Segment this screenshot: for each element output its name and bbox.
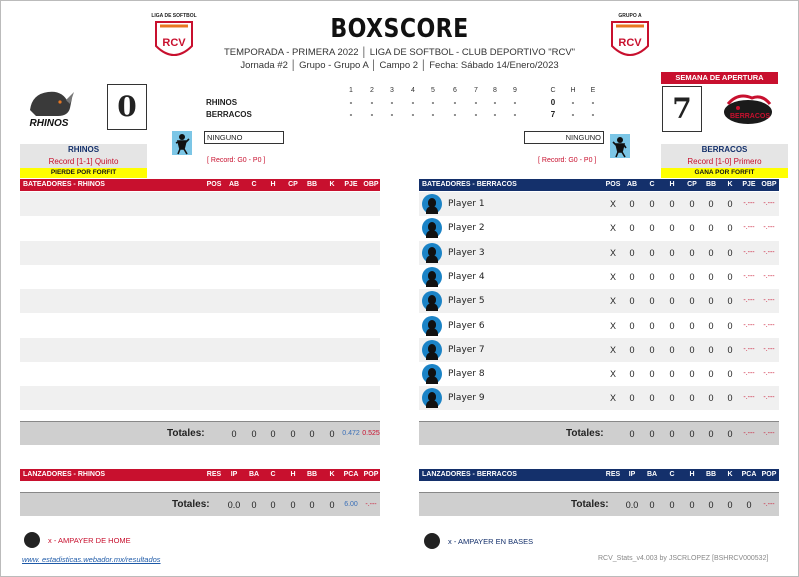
inning-runs: - <box>453 98 457 107</box>
season-line: TEMPORADA - PRIMERA 2022 │ LIGA DE SOFTBOL - CLUB DEPORTIVO "RCV" <box>223 47 576 58</box>
player-name: Player 3 <box>448 247 485 258</box>
column-header-pos: POS <box>206 181 222 188</box>
batter-row <box>419 314 779 338</box>
batter-row <box>419 265 779 289</box>
batter-stat: -.--- <box>763 224 775 232</box>
player-avatar-icon <box>422 388 442 408</box>
batter-stat: 0 <box>727 344 733 355</box>
batting-table-title: BATEADORES - BERRACOS <box>422 181 517 188</box>
column-header-c: C <box>251 181 257 188</box>
batter-stat: 0 <box>669 223 675 234</box>
batter-stat: X <box>609 393 616 404</box>
batter-row <box>419 216 779 240</box>
column-header-h: H <box>689 471 695 478</box>
total-stat: 0 <box>290 500 296 510</box>
inning-runs: - <box>493 98 497 107</box>
batter-stat: 0 <box>727 271 733 282</box>
player-name: Player 4 <box>448 271 485 282</box>
away-team-record: Record [1-1] Quinto <box>20 156 147 168</box>
batter-row <box>419 386 779 410</box>
batter-stat: -.--- <box>743 297 755 305</box>
total-stat: 0 <box>329 500 335 510</box>
batter-stat: 0 <box>649 296 655 307</box>
batter-stat: -.--- <box>743 370 755 378</box>
column-header-c: C <box>669 471 675 478</box>
line-team-name: RHINOS <box>206 98 238 107</box>
column-header-k: K <box>727 181 733 188</box>
batter-row <box>419 338 779 362</box>
batter-stat: X <box>609 271 616 282</box>
inning-runs: - <box>390 110 394 119</box>
inning-runs: - <box>431 98 435 107</box>
batter-row <box>419 241 779 265</box>
batter-stat: -.--- <box>763 200 775 207</box>
empty-batter-row <box>20 265 380 289</box>
batter-stat: 0 <box>689 393 695 404</box>
svg-text:RHINOS: RHINOS <box>29 118 69 128</box>
inning-runs: - <box>411 98 415 107</box>
batter-stat: 0 <box>708 320 714 331</box>
batter-stat: 0 <box>629 247 635 258</box>
batter-stat: 0 <box>689 271 695 282</box>
line-total-header: H <box>570 87 576 94</box>
line-total-c: 7 <box>550 110 556 119</box>
batter-stat: 0 <box>629 271 635 282</box>
line-total-header: C <box>550 87 556 94</box>
line-total-h: - <box>571 110 575 119</box>
inning-runs: - <box>474 110 478 119</box>
pitching-table-title: LANZADORES - RHINOS <box>23 471 106 478</box>
column-header-ab: AB <box>626 181 638 188</box>
player-avatar-icon <box>422 267 442 287</box>
total-stat: 0 <box>251 500 257 510</box>
inning-runs: - <box>370 98 374 107</box>
inning-header: 8 <box>493 87 497 94</box>
total-stat: 0 <box>270 429 276 439</box>
home-team-name: BERRACOS <box>661 144 788 156</box>
batting-table-title: BATEADORES - RHINOS <box>23 181 105 188</box>
batter-stat: 0 <box>649 344 655 355</box>
away-team-name: RHINOS <box>20 144 147 156</box>
total-stat: 6.00 <box>344 501 358 508</box>
batter-stat: 0 <box>689 296 695 307</box>
batter-stat: X <box>609 344 616 355</box>
player-avatar-icon <box>422 243 442 263</box>
batter-stat: 0 <box>629 296 635 307</box>
inning-runs: - <box>349 98 353 107</box>
player-name: Player 9 <box>448 393 485 404</box>
column-header-ip: IP <box>628 471 636 478</box>
away-pitcher-record: [ Record: G0 - P0 ] <box>207 157 266 164</box>
batter-stat: 0 <box>669 369 675 380</box>
batter-stat: 0 <box>708 199 714 209</box>
column-header-c: C <box>649 181 655 188</box>
inning-header: 4 <box>411 87 415 94</box>
batter-stat: 0 <box>727 247 733 258</box>
batter-stat: 0 <box>669 271 675 282</box>
empty-batter-row <box>20 338 380 362</box>
pitching-table-title: LANZADORES - BERRACOS <box>422 471 517 478</box>
total-stat: 0.0 <box>227 500 241 510</box>
line-total-h: - <box>571 98 575 107</box>
column-header-ab: AB <box>228 181 240 188</box>
rhinos-logo <box>22 86 76 128</box>
player-avatar-icon <box>422 364 442 384</box>
column-header-k: K <box>727 471 733 478</box>
batter-stat: -.--- <box>743 345 755 353</box>
svg-text:RCV: RCV <box>162 37 186 49</box>
batter-stat: 0 <box>727 223 733 234</box>
inning-runs: - <box>431 110 435 119</box>
player-avatar-icon <box>422 218 442 238</box>
batter-stat: -.--- <box>763 272 775 280</box>
batter-stat: X <box>609 199 616 209</box>
batter-stat: 0 <box>727 393 733 404</box>
away-batting-totals <box>20 421 380 445</box>
away-pitcher-icon <box>172 131 192 155</box>
column-header-h: H <box>270 181 276 188</box>
column-header-c: C <box>270 471 276 478</box>
batter-stat: 0 <box>629 320 635 331</box>
total-stat: 0 <box>708 429 714 439</box>
left-logo-caption: LIGA DE SOFTBOL <box>151 13 197 19</box>
batter-stat: -.--- <box>763 248 775 256</box>
details-line: Jornada #2 │ Grupo - Grupo A │ Campo 2 │ Fecha: Sábado 14/Enero/2023 <box>240 60 559 71</box>
home-umpire-icon <box>24 532 40 548</box>
total-stat: 0 <box>727 429 733 439</box>
batter-row <box>419 362 779 386</box>
batter-stat: X <box>609 247 616 258</box>
total-stat: -.--- <box>763 430 775 437</box>
total-stat: 0 <box>689 429 695 439</box>
total-stat: 0 <box>669 429 675 439</box>
inning-runs: - <box>474 98 478 107</box>
home-batting-totals <box>419 421 779 445</box>
total-stat: 0 <box>649 429 655 439</box>
column-header-bb: BB <box>306 181 318 188</box>
batter-stat: 0 <box>708 393 714 404</box>
empty-batter-row <box>20 314 380 338</box>
total-stat: -.--- <box>365 501 377 508</box>
batter-stat: X <box>609 296 616 307</box>
totals-label: Totales: <box>571 499 609 510</box>
inning-header: 7 <box>474 87 478 94</box>
home-batting-header <box>419 179 779 191</box>
player-avatar-icon <box>422 291 442 311</box>
total-stat: 0.0 <box>625 500 639 510</box>
player-avatar-icon <box>422 340 442 360</box>
batter-stat: -.--- <box>763 370 775 378</box>
line-total-c: 0 <box>550 98 556 107</box>
away-team-card <box>20 144 147 178</box>
away-score: 0 <box>107 84 147 130</box>
batter-stat: -.--- <box>743 200 755 207</box>
away-pitcher-name: NINGUNO <box>204 131 284 144</box>
column-header-cp: CP <box>288 181 298 188</box>
batter-stat: 0 <box>669 344 675 355</box>
batter-stat: 0 <box>629 369 635 380</box>
batter-stat: X <box>609 223 616 234</box>
batter-stat: 0 <box>649 247 655 258</box>
total-stat: 0 <box>708 500 714 510</box>
home-team-record: Record [1-0] Primero <box>661 156 788 168</box>
batter-stat: 0 <box>727 320 733 331</box>
column-header-ip: IP <box>230 471 238 478</box>
column-header-pca: PCA <box>343 471 359 478</box>
column-header-h: H <box>290 471 296 478</box>
line-total-e: - <box>591 98 595 107</box>
away-pitching-totals <box>20 492 380 516</box>
total-stat: 0 <box>329 429 335 439</box>
batter-stat: 0 <box>727 369 733 380</box>
inning-runs: - <box>411 110 415 119</box>
batter-stat: -.--- <box>763 297 775 305</box>
column-header-pos: POS <box>605 181 621 188</box>
batter-stat: 0 <box>649 393 655 404</box>
batter-stat: 0 <box>708 369 714 380</box>
player-name: Player 1 <box>448 199 485 209</box>
inning-header: 1 <box>349 87 353 94</box>
total-stat: 0 <box>290 429 296 439</box>
line-total-e: - <box>591 110 595 119</box>
column-header-res: RES <box>206 471 222 478</box>
inning-runs: - <box>513 110 517 119</box>
empty-batter-row <box>20 362 380 386</box>
total-stat: 0 <box>669 500 675 510</box>
column-header-ba: BA <box>646 471 658 478</box>
inning-header: 3 <box>390 87 394 94</box>
player-name: Player 6 <box>448 320 485 331</box>
totals-label: Totales: <box>172 499 210 510</box>
total-stat: 0 <box>309 429 315 439</box>
batter-stat: -.--- <box>763 321 775 329</box>
away-batting-header <box>20 179 380 191</box>
column-header-obp: OBP <box>363 181 379 188</box>
batter-stat: 0 <box>629 223 635 234</box>
batter-stat: 0 <box>669 247 675 258</box>
player-avatar-icon <box>422 194 442 214</box>
column-header-obp: OBP <box>761 181 777 188</box>
batter-stat: 0 <box>669 320 675 331</box>
batter-stat: 0 <box>649 271 655 282</box>
total-stat: -.--- <box>743 430 755 437</box>
batter-stat: 0 <box>649 320 655 331</box>
batter-stat: X <box>609 320 616 331</box>
column-header-pje: PJE <box>742 181 756 188</box>
batter-stat: 0 <box>629 344 635 355</box>
column-header-res: RES <box>605 471 621 478</box>
total-stat: 0 <box>727 500 733 510</box>
batter-row <box>419 289 779 313</box>
batter-stat: 0 <box>649 223 655 234</box>
batter-stat: 0 <box>669 296 675 307</box>
column-header-cp: CP <box>687 181 697 188</box>
batter-stat: 0 <box>727 199 733 209</box>
column-header-pop: POP <box>761 471 777 478</box>
total-stat: -.--- <box>763 501 775 508</box>
total-stat: 0 <box>746 500 752 510</box>
total-stat: 0 <box>231 429 237 439</box>
home-result-badge: GANA POR FORFIT <box>661 168 788 178</box>
svg-text:RCV: RCV <box>618 37 642 49</box>
inning-runs: - <box>513 98 517 107</box>
batter-stat: -.--- <box>743 224 755 232</box>
player-name: Player 8 <box>448 369 485 380</box>
empty-batter-row <box>20 216 380 240</box>
batter-row <box>419 192 779 216</box>
inning-runs: - <box>493 110 497 119</box>
batter-stat: -.--- <box>763 394 775 402</box>
inning-header: 2 <box>370 87 374 94</box>
totals-label: Totales: <box>167 428 205 439</box>
total-stat: 0 <box>251 429 257 439</box>
empty-batter-row <box>20 241 380 265</box>
batter-stat: 0 <box>689 320 695 331</box>
version-label: RCV_Stats_v4.003 by JSCRLOPEZ [BSHRCV000532] <box>598 555 769 562</box>
svg-text:BERRACOS: BERRACOS <box>729 113 771 120</box>
home-pitching-header <box>419 469 779 481</box>
batter-stat: 0 <box>649 369 655 380</box>
home-pitcher-icon <box>610 134 630 158</box>
batter-stat: 0 <box>689 344 695 355</box>
batter-stat: X <box>609 369 616 380</box>
batter-stat: -.--- <box>743 272 755 280</box>
page-title: BOXSCORE <box>330 14 469 44</box>
base-umpire-icon <box>424 533 440 549</box>
player-name: Player 5 <box>448 296 485 307</box>
column-header-h: H <box>669 181 675 188</box>
player-name: Player 2 <box>448 223 485 234</box>
inning-header: 6 <box>453 87 457 94</box>
batter-stat: 0 <box>629 393 635 404</box>
home-score: 7 <box>662 86 702 132</box>
batter-stat: 0 <box>708 344 714 355</box>
player-avatar-icon <box>422 316 442 336</box>
line-team-name: BERRACOS <box>206 110 252 119</box>
base-umpire-label: x - AMPAYER EN BASES <box>448 537 534 546</box>
inning-header: 5 <box>431 87 435 94</box>
player-name: Player 7 <box>448 344 485 355</box>
batter-stat: -.--- <box>743 248 755 256</box>
batter-stat: -.--- <box>743 321 755 329</box>
home-pitcher-record: [ Record: G0 - P0 ] <box>538 157 597 164</box>
total-stat: 0 <box>629 429 635 439</box>
column-header-pje: PJE <box>344 181 358 188</box>
results-link[interactable]: www. estadisticas.webador.mx/resultados <box>22 555 161 564</box>
home-pitcher-name: NINGUNO <box>524 131 604 144</box>
home-umpire-label: x - AMPAYER DE HOME <box>48 536 131 545</box>
home-pitching-totals <box>419 492 779 516</box>
batter-stat: 0 <box>689 223 695 234</box>
column-header-bb: BB <box>705 181 717 188</box>
batter-stat: 0 <box>629 199 635 209</box>
batter-stat: 0 <box>669 393 675 404</box>
column-header-pca: PCA <box>741 471 757 478</box>
column-header-bb: BB <box>306 471 318 478</box>
column-header-k: K <box>329 471 335 478</box>
line-total-header: E <box>590 87 596 94</box>
total-stat: 0 <box>649 500 655 510</box>
total-stat: 0 <box>270 500 276 510</box>
empty-batter-row <box>20 386 380 410</box>
column-header-pop: POP <box>363 471 379 478</box>
batter-stat: 0 <box>727 296 733 307</box>
empty-batter-row <box>20 289 380 313</box>
week-badge: SEMANA DE APERTURA <box>661 72 778 84</box>
inning-runs: - <box>390 98 394 107</box>
inning-runs: - <box>349 110 353 119</box>
batter-stat: -.--- <box>743 394 755 402</box>
batter-stat: 0 <box>708 247 714 258</box>
batter-stat: 0 <box>689 247 695 258</box>
total-stat: 0.472 <box>342 430 360 437</box>
total-stat: 0 <box>689 500 695 510</box>
inning-runs: - <box>453 110 457 119</box>
batter-stat: 0 <box>689 369 695 380</box>
batter-stat: 0 <box>669 199 675 209</box>
column-header-k: K <box>329 181 335 188</box>
batter-stat: 0 <box>689 199 695 209</box>
inning-runs: - <box>370 110 374 119</box>
empty-batter-row <box>20 192 380 216</box>
batter-stat: 0 <box>708 223 714 234</box>
away-result-badge: PIERDE POR FORFIT <box>20 168 147 178</box>
batter-stat: 0 <box>708 296 714 307</box>
batter-stat: -.--- <box>763 345 775 353</box>
batter-stat: 0 <box>649 199 655 209</box>
column-header-ba: BA <box>248 471 260 478</box>
batter-stat: 0 <box>708 271 714 282</box>
right-logo-caption: GRUPO A <box>618 13 642 19</box>
totals-label: Totales: <box>566 428 604 439</box>
home-team-card <box>661 144 788 178</box>
total-stat: 0 <box>309 500 315 510</box>
berracos-logo <box>718 90 778 130</box>
total-stat: 0.525 <box>362 430 380 437</box>
away-pitching-header <box>20 469 380 481</box>
inning-header: 9 <box>513 87 517 94</box>
column-header-bb: BB <box>705 471 717 478</box>
